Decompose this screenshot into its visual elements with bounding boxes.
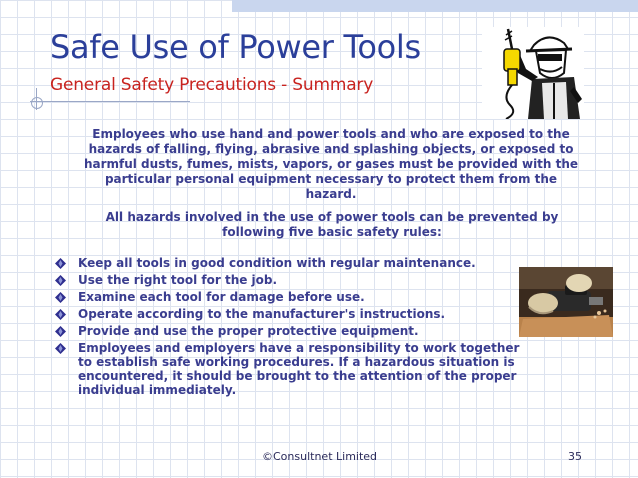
list-item-text: Provide and use the proper protective equipment.	[78, 324, 419, 338]
worker-drill-clipart	[482, 27, 584, 119]
diamond-bullet-icon	[55, 309, 66, 320]
safety-rules-list	[50, 256, 570, 400]
list-item	[50, 307, 570, 321]
diamond-bullet-icon	[55, 258, 66, 269]
diamond-bullet-icon	[55, 343, 66, 354]
header-band	[232, 0, 638, 12]
slide-title: Safe Use of Power Tools	[50, 28, 421, 66]
page-number: 35	[568, 450, 582, 463]
diamond-bullet-icon	[55, 292, 66, 303]
list-item-text: Examine each tool for damage before use.	[78, 290, 365, 304]
slide-subtitle: General Safety Precautions - Summary	[50, 75, 374, 95]
list-item	[50, 256, 570, 270]
list-item-text: Use the right tool for the job.	[78, 273, 278, 287]
list-item-text: Employees and employers have a responsibility to work together to establish safe working procedures. If a hazardous situation is encountered, it should be brought to the attention of the proper individual immediately.	[78, 341, 520, 397]
list-item-text: Keep all tools in good condition with regular maintenance.	[78, 256, 476, 270]
list-item	[50, 341, 523, 397]
diamond-bullet-icon	[55, 275, 66, 286]
title-divider	[30, 101, 190, 102]
footer-copyright: ©Consultnet Limited	[262, 450, 378, 463]
intro-paragraph: Employees who use hand and power tools and who are exposed to the hazards of falling, flying, abrasive and splashing objects, or exposed to harmful dusts, fumes, mists, vapors, or gases must be provided with the particular personal equipment necessary to protect them from the hazard.	[83, 127, 579, 201]
list-item-text: Operate according to the manufacturer's instructions.	[78, 307, 446, 321]
list-item	[50, 273, 570, 287]
diamond-bullet-icon	[55, 326, 66, 337]
list-item	[50, 324, 570, 338]
divider-circle-ornament	[31, 97, 43, 109]
power-tool-photo	[519, 267, 613, 337]
rules-intro: All hazards involved in the use of power tools can be prevented by following five basic safety rules:	[105, 210, 559, 239]
list-item	[50, 290, 570, 304]
